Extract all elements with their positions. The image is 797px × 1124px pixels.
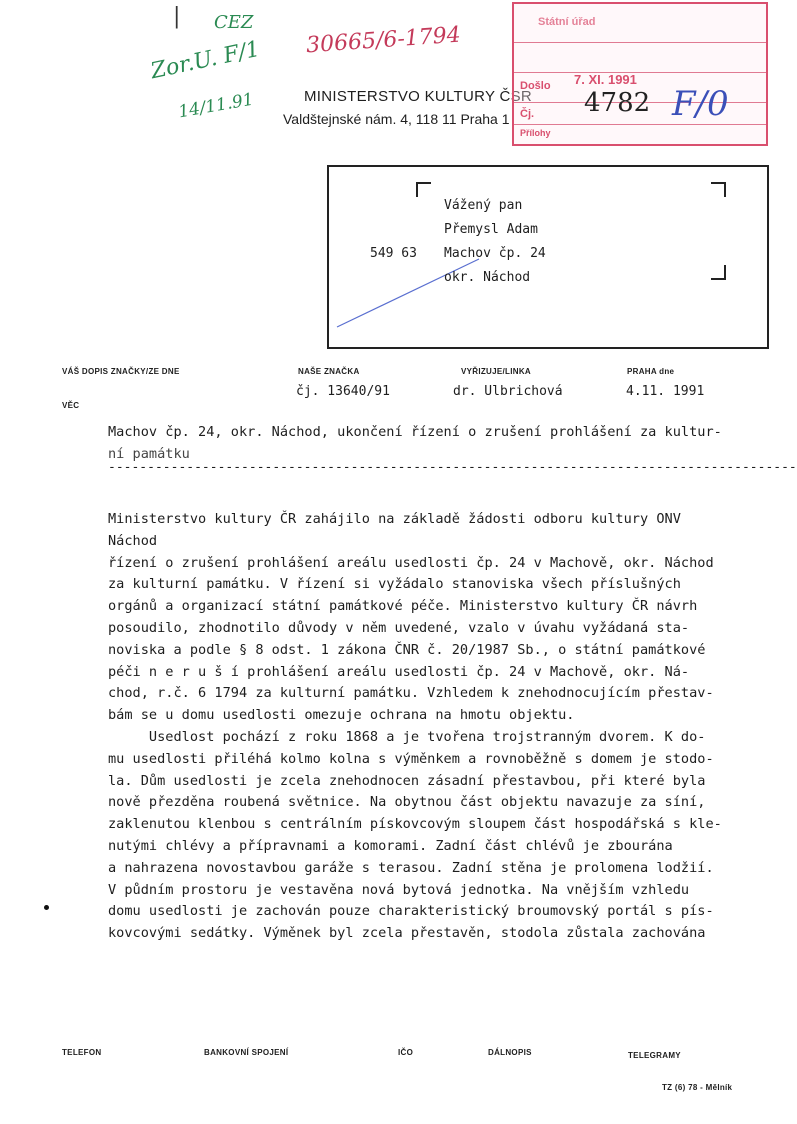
our-ref-label: NAŠE ZNAČKA xyxy=(298,367,360,376)
body-line: la. Dům usedlosti je zcela znehodnocen zásadní přestavbou, při které byla xyxy=(108,772,706,789)
recipient-street: Machov čp. 24 xyxy=(444,246,546,261)
body-line: noviska a podle § 8 odst. 1 zákona ČNR č. 20/1987 Sb., o státní památkové xyxy=(108,641,706,658)
stamp-prilohy-label: Přílohy xyxy=(520,128,551,138)
footer-ico: IČO xyxy=(398,1048,414,1057)
handled-by-label: VYŘIZUJE/LINKA xyxy=(461,367,531,376)
body-line: Ministerstvo kultury ČR zahájilo na základě žádosti odboru kultury ONV xyxy=(108,511,681,527)
body-line: zaklenutou klenbou s centrálním pískovcovým sloupem část hospodářská s kle- xyxy=(108,816,722,833)
stamp-dosle-label: Došlo xyxy=(520,80,551,92)
body-line: za kulturní památku. V řízení si vyžádalo stanoviska všech příslušných xyxy=(108,576,681,593)
recipient-postcode: 549 63 xyxy=(370,246,417,261)
subject-rule: ---------------------------------------------------------------------------------------- xyxy=(108,460,797,475)
handwritten-reference: 30665/6-1794 xyxy=(305,22,462,59)
body-line: nově přezděna roubená světnice. Na obytnou část objektu navazuje za síní, xyxy=(108,794,706,811)
city-label: PRAHA dne xyxy=(627,367,675,376)
body-line: bám se u domu usedlosti omezuje ochrana na hmotu objektu. xyxy=(108,707,575,724)
body-line: orgánů a organizací státní památkové péče. Ministerstvo kultury ČR návrh xyxy=(108,598,698,615)
body-line: mu usedlosti přiléhá kolmo kolna s výměnkem a rovnoběžně s domem je stodo- xyxy=(108,750,714,767)
stamp-date: 7. XI. 1991 xyxy=(574,72,637,87)
body-line: posoudilo, zhodnotilo důvody v něm uvedené, vzalo v úvahu vyžádaná sta- xyxy=(108,619,690,636)
footer-dalnopis: DÁLNOPIS xyxy=(488,1048,532,1057)
stamp-number: 4782 xyxy=(584,88,651,118)
body-line: péči n e r u š í prohlášení areálu usedlosti čp. 24 v Machově, okr. Ná- xyxy=(108,663,690,680)
subject-line-2: ní památku xyxy=(108,446,190,462)
handwritten-cez: CEZ xyxy=(214,12,254,33)
recipient-name: Přemysl Adam xyxy=(444,222,538,237)
footer-telefon: TELEFON xyxy=(62,1048,102,1057)
stamp-office: Státní úřad xyxy=(538,16,596,28)
body-paragraph xyxy=(108,509,722,945)
body-line: Usedlost pochází z roku 1868 a je tvořena trojstranným dvorem. K do- xyxy=(108,728,706,745)
handwritten-note-2: 14/11.91 xyxy=(176,89,256,123)
body-line: domu usedlosti je zachován pouze charakteristický broumovský portál s pís- xyxy=(108,903,714,920)
registry-stamp xyxy=(512,2,768,146)
margin-mark: | xyxy=(173,4,181,29)
subject-line-1: Machov čp. 24, okr. Náchod, ukončení řízení o zrušení prohlášení za kultur- xyxy=(108,424,722,440)
ministry-address: Valdštejnské nám. 4, 118 11 Praha 1 xyxy=(283,111,510,127)
stamp-handwritten-code: F/0 xyxy=(672,84,729,124)
recipient-salutation: Vážený pan xyxy=(444,198,523,213)
body-line: a nahrazena novostavbou garáže s terasou. Zadní stěna je prolomena lodžií. xyxy=(108,859,714,876)
print-code: TZ (6) 78 - Mělník xyxy=(662,1083,733,1092)
footer-bank: BANKOVNÍ SPOJENÍ xyxy=(204,1048,289,1057)
body-line: chod, r.č. 6 1794 za kulturní památku. Vzhledem k znehodnocujícím přestav- xyxy=(108,685,714,702)
letter-date: 4.11. 1991 xyxy=(626,384,705,399)
body-line: nutými chlévy a přípravnami a komorami. Zadní část chlévů je zbourána xyxy=(108,837,673,854)
body-line: V půdním prostoru je vestavěna nová bytová jednotka. Na vnějším vzhledu xyxy=(108,881,690,898)
handwritten-note-1: Zor.U. F/1 xyxy=(148,36,263,85)
footer-telegramy: TELEGRAMY xyxy=(628,1051,681,1060)
ministry-name: MINISTERSTVO KULTURY ČSR xyxy=(304,88,533,105)
body-line: řízení o zrušení prohlášení areálu usedlosti čp. 24 v Machově, okr. Náchod xyxy=(108,554,714,571)
our-ref: čj. 13640/91 xyxy=(296,384,390,399)
subject-label: VĚC xyxy=(62,401,80,410)
handled-by: dr. Ulbrichová xyxy=(453,384,563,399)
body-line: kovcovými sedátky. Výměnek byl zcela přestavěn, stodola zůstala zachována xyxy=(108,925,706,942)
your-letter-label: VÁŠ DOPIS ZNAČKY/ZE DNE xyxy=(62,367,180,376)
recipient-district: okr. Náchod xyxy=(444,270,531,285)
stamp-cj-label: Čj. xyxy=(520,108,535,120)
body-line: Náchod xyxy=(108,532,158,549)
punch-dot xyxy=(44,905,49,910)
